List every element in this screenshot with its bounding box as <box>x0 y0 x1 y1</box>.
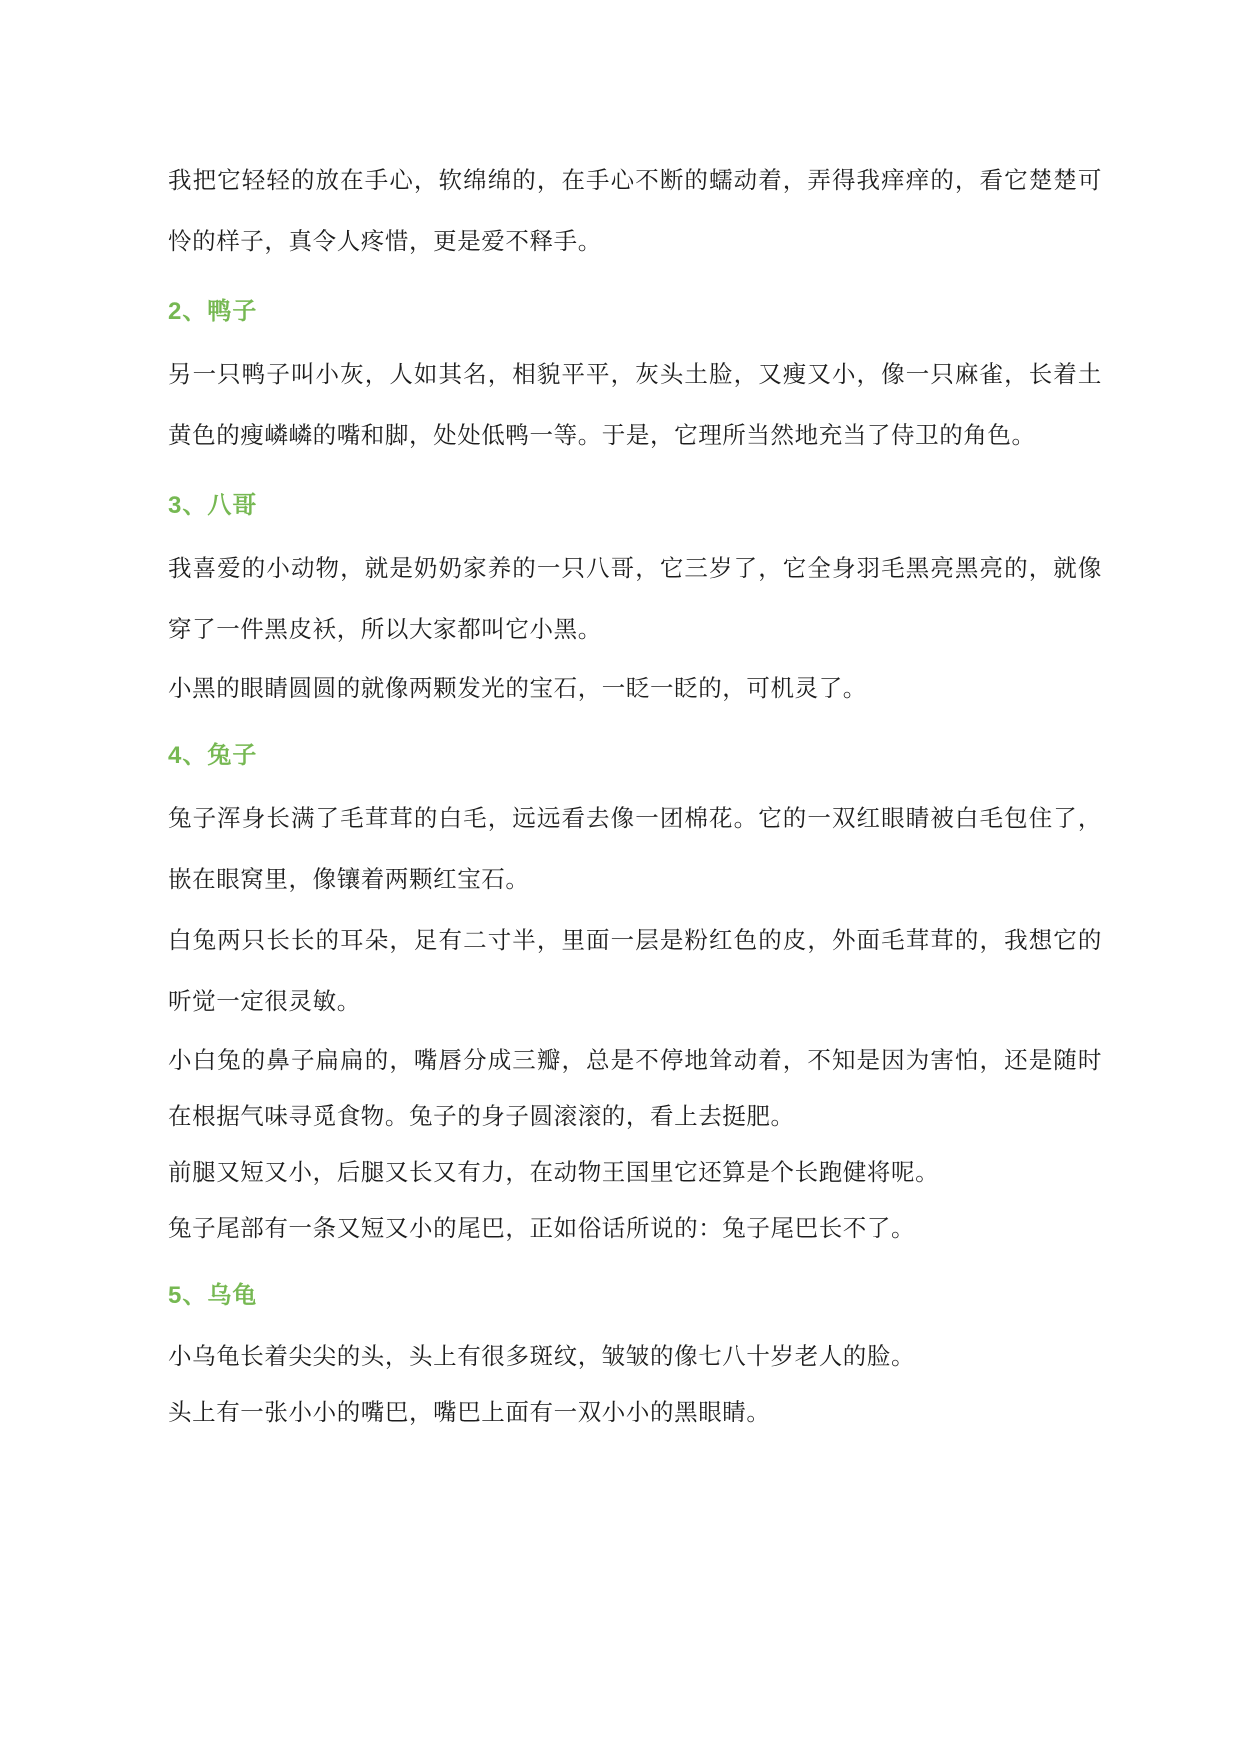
section-heading-duck: 2、鸭子 <box>168 298 258 325</box>
paragraph: 我把它轻轻的放在手心，软绵绵的，在手心不断的蠕动着，弄得我痒痒的，看它楚楚可怜的样子，真令人疼惜，更是爱不释手。 <box>168 167 1102 254</box>
paragraph: 我喜爱的小动物，就是奶奶家养的一只八哥，它三岁了，它全身羽毛黑亮黑亮的，就像穿了一件黑皮袄，所以大家都叫它小黑。 <box>168 555 1102 642</box>
paragraph: 头上有一张小小的嘴巴，嘴巴上面有一双小小的黑眼睛。 <box>168 1399 771 1425</box>
section-heading-myna: 3、八哥 <box>168 492 258 519</box>
paragraph: 另一只鸭子叫小灰，人如其名，相貌平平，灰头土脸，又瘦又小，像一只麻雀，长着土黄色的瘦嶙嶙的嘴和脚，处处低鸭一等。于是，它理所当然地充当了侍卫的角色。 <box>168 361 1102 448</box>
paragraph: 兔子浑身长满了毛茸茸的白毛，远远看去像一团棉花。它的一双红眼睛被白毛包住了，嵌在眼窝里，像镶着两颗红宝石。 <box>168 805 1102 892</box>
paragraph: 白兔两只长长的耳朵，足有二寸半，里面一层是粉红色的皮，外面毛茸茸的，我想它的听觉一定很灵敏。 <box>168 927 1102 1014</box>
paragraph: 兔子尾部有一条又短又小的尾巴，正如俗话所说的：兔子尾巴长不了。 <box>168 1215 916 1241</box>
section-heading-rabbit: 4、兔子 <box>168 742 258 769</box>
paragraph: 前腿又短又小，后腿又长又有力，在动物王国里它还算是个长跑健将呢。 <box>168 1159 940 1185</box>
document-body <box>168 150 1102 1440</box>
paragraph: 小黑的眼睛圆圆的就像两颗发光的宝石，一眨一眨的，可机灵了。 <box>168 675 867 701</box>
paragraph: 小白兔的鼻子扁扁的，嘴唇分成三瓣，总是不停地耸动着，不知是因为害怕，还是随时在根据气味寻觅食物。兔子的身子圆滚滚的，看上去挺肥。 <box>168 1047 1102 1129</box>
paragraph: 小乌龟长着尖尖的头，头上有很多斑纹，皱皱的像七八十岁老人的脸。 <box>168 1343 916 1369</box>
section-heading-turtle: 5、乌龟 <box>168 1282 258 1309</box>
